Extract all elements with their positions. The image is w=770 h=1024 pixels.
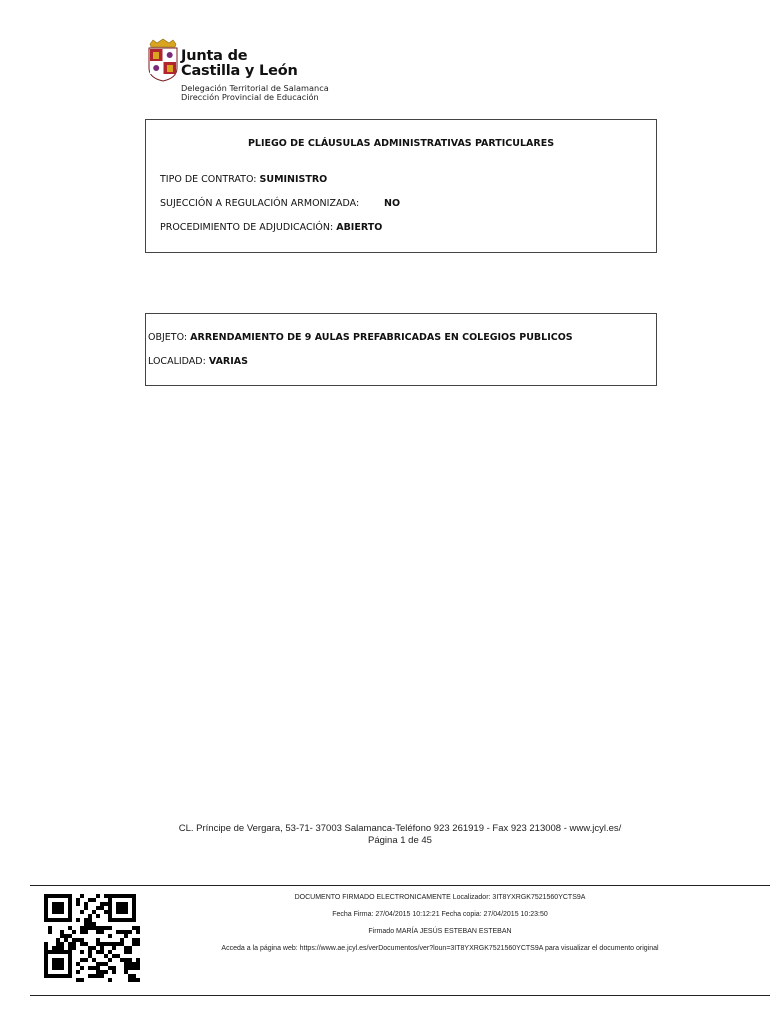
objeto-label: OBJETO: <box>148 332 188 343</box>
sujecion-value-wrap <box>384 198 400 209</box>
footer-address: CL. Príncipe de Vergara, 53-71- 37003 Salamanca-Teléfono 923 261919 - Fax 923 213008 - www.jcyl.es/ <box>178 823 622 834</box>
signature-line-locator: DOCUMENTO FIRMADO ELECTRONICAMENTE Localizador: 3IT8YXRGK7521560YCTS9A <box>294 894 586 901</box>
localidad-label: LOCALIDAD: <box>148 356 206 367</box>
signature-line-url[interactable]: Acceda a la página web: https://www.ae.jcyl.es/verDocumentos/ver?loun=3IT8YXRGK7521560YCTS9A para visualizar el documento original <box>221 945 659 952</box>
logo-line1: Junta de <box>181 48 248 64</box>
logo-subline2: Dirección Provincial de Educación <box>181 92 319 102</box>
objeto-box <box>145 313 657 386</box>
sujecion-row <box>160 198 359 209</box>
tipo-row <box>160 174 327 185</box>
contract-info-box <box>145 119 657 253</box>
coat-of-arms-icon <box>147 38 179 82</box>
signature-top-divider <box>30 885 770 886</box>
signature-line-dates: Fecha Firma: 27/04/2015 10:12:21 Fecha copia: 27/04/2015 10:23:50 <box>332 911 548 918</box>
tipo-value: SUMINISTRO <box>259 174 328 185</box>
procedimiento-row <box>160 222 382 233</box>
procedimiento-label: PROCEDIMIENTO DE ADJUDICACIÓN: <box>160 222 334 233</box>
signature-bottom-divider <box>30 995 770 996</box>
logo-line2: Castilla y León <box>181 63 298 79</box>
tipo-label: TIPO DE CONTRATO: <box>160 174 257 185</box>
signature-line-signer: Firmado MARÍA JESÚS ESTEBAN ESTEBAN <box>368 928 512 935</box>
logo-subtitle <box>181 84 329 102</box>
page-number: Página 1 de 45 <box>368 835 432 846</box>
procedimiento-value: ABIERTO <box>336 222 383 233</box>
localidad-value: VARIAS <box>208 356 248 367</box>
logo-subline1: Delegación Territorial de Salamanca <box>181 83 329 93</box>
logo-title <box>181 49 298 79</box>
objeto-row <box>148 332 573 343</box>
localidad-row <box>148 356 248 367</box>
sujecion-value: NO <box>384 198 401 209</box>
objeto-value: ARRENDAMIENTO DE 9 AULAS PREFABRICADAS EN COLEGIOS PUBLICOS <box>190 332 573 343</box>
junta-logo <box>147 38 347 108</box>
footer-address-block <box>150 823 650 847</box>
qr-code-icon <box>44 894 140 984</box>
sujecion-label: SUJECCIÓN A REGULACIÓN ARMONIZADA: <box>160 198 360 209</box>
pliego-title: PLIEGO DE CLÁUSULAS ADMINISTRATIVAS PARTICULARES <box>247 138 555 149</box>
